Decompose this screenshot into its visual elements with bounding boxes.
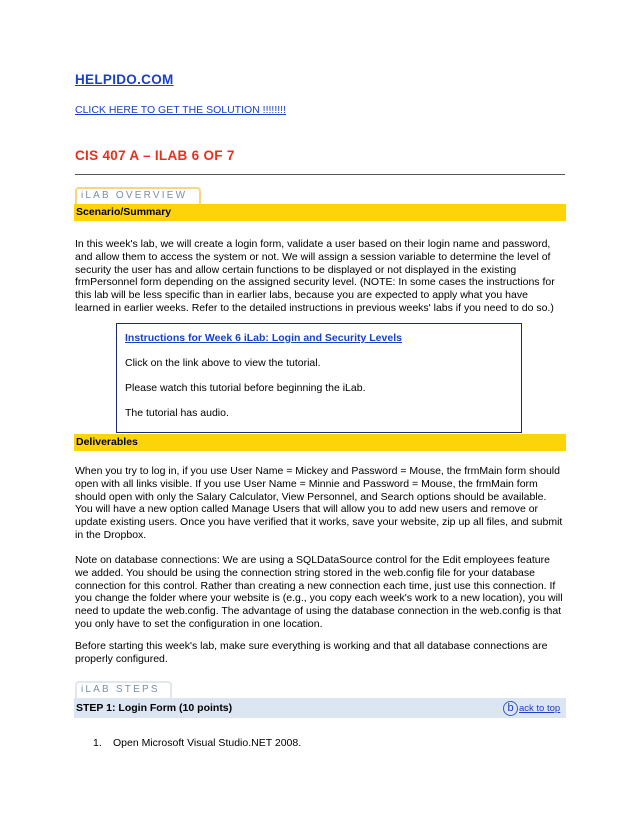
- tutorial-box: [116, 323, 522, 433]
- step1-heading: STEP 1: Login Form (10 points): [74, 698, 566, 718]
- scenario-heading: Scenario/Summary: [74, 204, 566, 221]
- list-item-number: 1.: [93, 737, 102, 749]
- back-to-top-link[interactable]: [503, 700, 560, 716]
- back-to-top-label: ack to top: [519, 702, 561, 714]
- tutorial-line-3: The tutorial has audio.: [125, 407, 229, 419]
- deliverables-paragraph-3: Before starting this week's lab, make sure everything is working and that all database connections are properly configured.: [75, 640, 548, 665]
- tutorial-link[interactable]: Instructions for Week 6 iLab: Login and Security Levels: [125, 332, 402, 344]
- back-to-top-icon: b: [503, 701, 518, 716]
- document-title: CIS 407 A – ILAB 6 OF 7: [75, 148, 235, 163]
- intro-paragraph: In this week's lab, we will create a login form, validate a user based on their login name and password, and allow them to access the system or not. We will assign a session variable to determine the level of security the user has and allow certain functions to be displayed or not displayed in the existing frmPersonnel form depending on the assigned security level. (NOTE: In some cases the instructions for this lab will be less specific than in earlier labs, because you are expected to apply what you have learned in earlier weeks. Refer to the detailed instructions in previous weeks' labs if you need to do so.): [75, 238, 555, 314]
- list-item-text: Open Microsoft Visual Studio.NET 2008.: [113, 737, 302, 749]
- tutorial-line-1: Click on the link above to view the tutorial.: [125, 357, 321, 369]
- deliverables-paragraph-1: When you try to log in, if you use User Name = Mickey and Password = Mouse, the frmMain form should open with all links visible. If you use User Name = Minnie and Password = Mouse, the frmMain form should open with only the Salary Calculator, View Personnel, and Search options should be available. You will have a new option called Manage Users that will allow you to add new users and remove or update existing users. Once you have verified that it works, save your website, zip up all files, and submit in the Dropbox.: [75, 465, 563, 541]
- deliverables-heading: Deliverables: [74, 434, 566, 451]
- steps-section-tab: iLAB STEPS: [75, 681, 172, 698]
- overview-section-tab: iLAB OVERVIEW: [75, 187, 201, 204]
- title-divider: [75, 174, 565, 175]
- tutorial-line-2: Please watch this tutorial before beginning the iLab.: [125, 382, 366, 394]
- solution-link[interactable]: CLICK HERE TO GET THE SOLUTION !!!!!!!!: [75, 104, 287, 116]
- deliverables-paragraph-2: Note on database connections: We are using a SQLDataSource control for the Edit employees feature we added. You should be using the connection string stored in the web.config file for your database connection for this control. Rather than creating a new connection each time, just use this connection. If you change the folder where your website is (e.g., you copy each week's work to a new location), you will need to update the web.config. The advantage of using the database connection in the web.config is that you only have to set the configuration in one location.: [75, 554, 563, 630]
- site-title[interactable]: HELPIDO.COM: [75, 72, 174, 87]
- list-item: [93, 737, 301, 749]
